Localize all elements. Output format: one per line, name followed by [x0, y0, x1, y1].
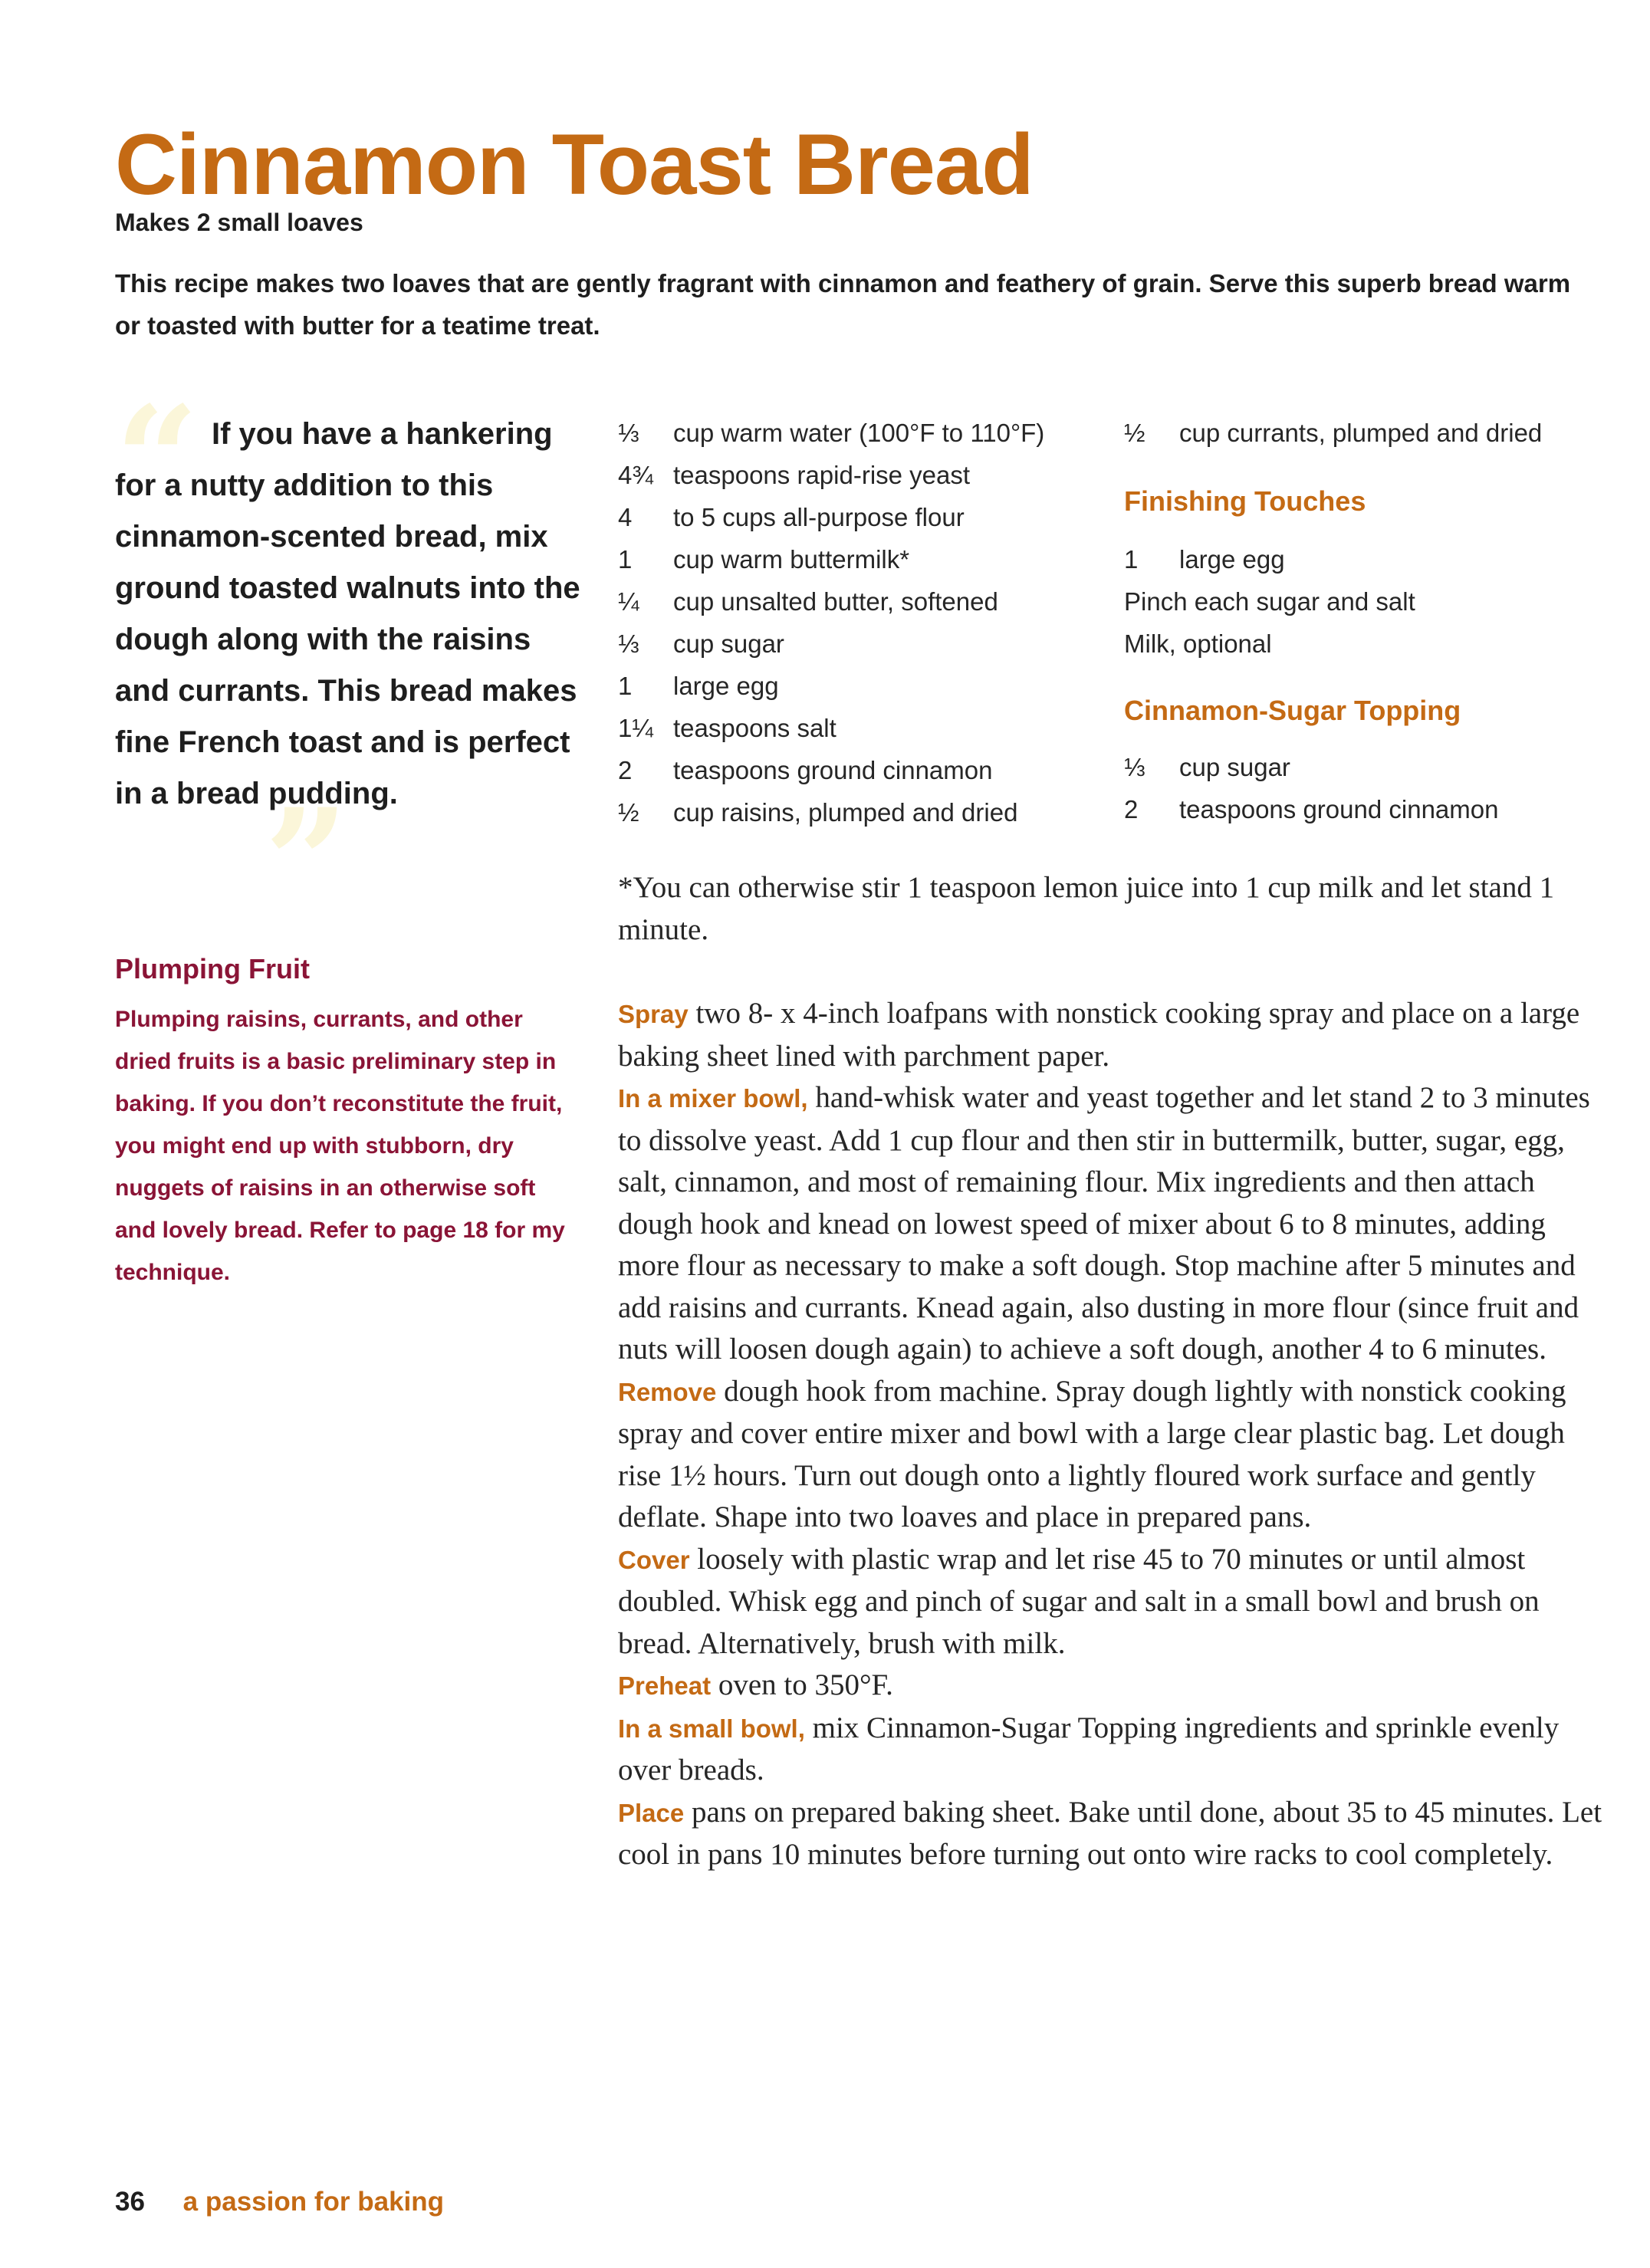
finishing-heading: Finishing Touches — [1124, 485, 1366, 517]
step-text: loosely with plastic wrap and let rise 45 to 70 minutes or until almost doubled. Whisk egg and pinch of sugar and salt in a small bowl and brush on bread. Alternatively, brush with milk. — [618, 1542, 1540, 1660]
method-steps — [618, 993, 1607, 1876]
step — [618, 993, 1607, 1077]
topping-row — [1124, 746, 1498, 788]
ingredient-item: teaspoons ground cinnamon — [673, 756, 993, 784]
finishing-item: Pinch each sugar and salt — [1124, 587, 1415, 616]
recipe-title: Cinnamon Toast Bread — [115, 117, 1034, 212]
ingredient-list — [618, 412, 1044, 833]
ingredient-item: cup currants, plumped and dried — [1179, 419, 1543, 447]
ingredient-row — [618, 707, 1044, 749]
ingredient-row — [618, 538, 1044, 580]
ingredient-qty: 1 — [618, 672, 633, 700]
ingredient-qty: 4¾ — [618, 461, 653, 489]
step-lead: In a mixer bowl, — [618, 1084, 808, 1113]
ingredient-qty: ¼ — [618, 587, 639, 616]
topping-row — [1124, 788, 1498, 830]
page-number: 36 — [115, 2187, 145, 2217]
finishing-item: Milk, optional — [1124, 629, 1272, 658]
finishing-qty: 1 — [1124, 545, 1139, 574]
step-text: mix Cinnamon-Sugar Topping ingredients and sprinkle evenly over breads. — [618, 1711, 1560, 1786]
sidebar-title: Plumping Fruit — [115, 953, 310, 984]
sidebar-text: Plumping raisins, currants, and other dried fruits is a basic preliminary step in baking. If you don’t reconstitute the fruit, you might end up with stubborn, dry nuggets of raisins in an otherwise soft and lovely bread. Refer to page 18 for my technique. — [115, 1007, 565, 1285]
step-lead: Remove — [618, 1377, 717, 1406]
step-text: pans on prepared baking sheet. Bake until done, about 35 to 45 minutes. Let cool in pans 10 minutes before turning out onto wire racks to cool completely. — [618, 1795, 1602, 1871]
ingredient-item: teaspoons rapid-rise yeast — [673, 461, 971, 489]
ingredient-row — [618, 580, 1044, 623]
ingredient-row — [1124, 412, 1542, 454]
close-quote-mark: ” — [265, 777, 349, 948]
step-lead: Spray — [618, 1000, 689, 1028]
ingredient-qty: 1¼ — [618, 714, 653, 742]
topping-qty: 2 — [1124, 795, 1139, 823]
ingredient-item: cup raisins, plumped and dried — [673, 798, 1018, 827]
page-footer — [115, 2187, 444, 2217]
finishing-row — [1124, 580, 1415, 623]
ingredient-item: cup sugar — [673, 629, 784, 658]
step-lead: Preheat — [618, 1671, 712, 1700]
ingredient-row — [618, 665, 1044, 707]
step — [618, 1539, 1607, 1665]
ingredient-row — [618, 496, 1044, 538]
ingredient-qty: ½ — [618, 798, 639, 827]
topping-list — [1124, 746, 1498, 830]
topping-item: cup sugar — [1179, 753, 1290, 781]
finishing-item: large egg — [1179, 545, 1285, 574]
topping-qty: ⅓ — [1124, 753, 1145, 781]
step-lead: In a small bowl, — [618, 1714, 805, 1743]
step-lead: Place — [618, 1798, 685, 1827]
finishing-row — [1124, 538, 1415, 580]
step-text: two 8- x 4-inch loafpans with nonstick cooking spray and place on a large baking sheet lined with parchment paper. — [618, 997, 1580, 1073]
ingredient-item: to 5 cups all-purpose flour — [673, 503, 965, 531]
step-lead: Cover — [618, 1545, 690, 1574]
step — [618, 1371, 1607, 1539]
ingredient-qty: 4 — [618, 503, 633, 531]
pull-quote: If you have a hankering for a nutty addition to this cinnamon-scented bread, mix ground toasted walnuts into the dough along with the raisins and currants. This bread makes fine French toast and is perfect in a bread pudding. — [115, 417, 580, 810]
ingredient-qty: 2 — [618, 756, 633, 784]
step — [618, 1077, 1607, 1371]
ingredient-qty: ⅓ — [618, 419, 639, 447]
topping-item: teaspoons ground cinnamon — [1179, 795, 1499, 823]
step-text: dough hook from machine. Spray dough lightly with nonstick cooking spray and cover entire mixer and bowl with a large clear plastic bag. Let dough rise 1½ hours. Turn out dough onto a lightly floured work surface and gently deflate. Shape into two loaves and place in prepared pans. — [618, 1374, 1566, 1533]
ingredient-row — [618, 791, 1044, 833]
step-text: oven to 350°F. — [711, 1668, 893, 1701]
book-title: a passion for baking — [182, 2187, 445, 2217]
ingredient-row — [618, 412, 1044, 454]
ingredient-item: large egg — [673, 672, 779, 700]
ingredient-qty: 1 — [618, 545, 633, 574]
ingredient-item: cup warm water (100°F to 110°F) — [673, 419, 1045, 447]
finishing-list — [1124, 538, 1415, 665]
step — [618, 1665, 1607, 1708]
step — [618, 1708, 1607, 1792]
ingredient-row — [618, 749, 1044, 791]
ingredient-item: cup warm buttermilk* — [673, 545, 910, 574]
recipe-yield: Makes 2 small loaves — [115, 209, 363, 236]
ingredient-qty: ½ — [1124, 419, 1145, 447]
step — [618, 1792, 1607, 1876]
step-text: hand-whisk water and yeast together and let stand 2 to 3 minutes to dissolve yeast. Add 1 cup flour and then stir in buttermilk, butter, sugar, egg, salt, cinnamon, and most of remaining flour. Mix ingredients and then attach dough hook and knead on lowest speed of mixer about 6 to 8 minutes, adding more flour as necessary to make a soft dough. Stop machine after 5 minutes and add raisins and currants. Knead again, also dusting in more flour (since fruit and nuts will loosen dough again) to achieve a soft dough, another 4 to 6 minutes. — [618, 1081, 1590, 1366]
ingredient-row — [618, 454, 1044, 496]
open-quote-mark: “ — [115, 374, 199, 545]
ingredient-item: teaspoons salt — [673, 714, 837, 742]
ingredient-list-2 — [1124, 412, 1542, 454]
ingredient-row — [618, 623, 1044, 665]
ingredient-qty: ⅓ — [618, 629, 639, 658]
recipe-intro: This recipe makes two loaves that are gently fragrant with cinnamon and feathery of grain. Serve this superb bread warm or toasted with butter for a teatime treat. — [115, 269, 1571, 340]
finishing-row — [1124, 623, 1415, 665]
ingredient-item: cup unsalted butter, softened — [673, 587, 998, 616]
topping-heading: Cinnamon-Sugar Topping — [1124, 695, 1461, 726]
buttermilk-note: *You can otherwise stir 1 teaspoon lemon juice into 1 cup milk and let stand 1 minute. — [618, 871, 1555, 946]
